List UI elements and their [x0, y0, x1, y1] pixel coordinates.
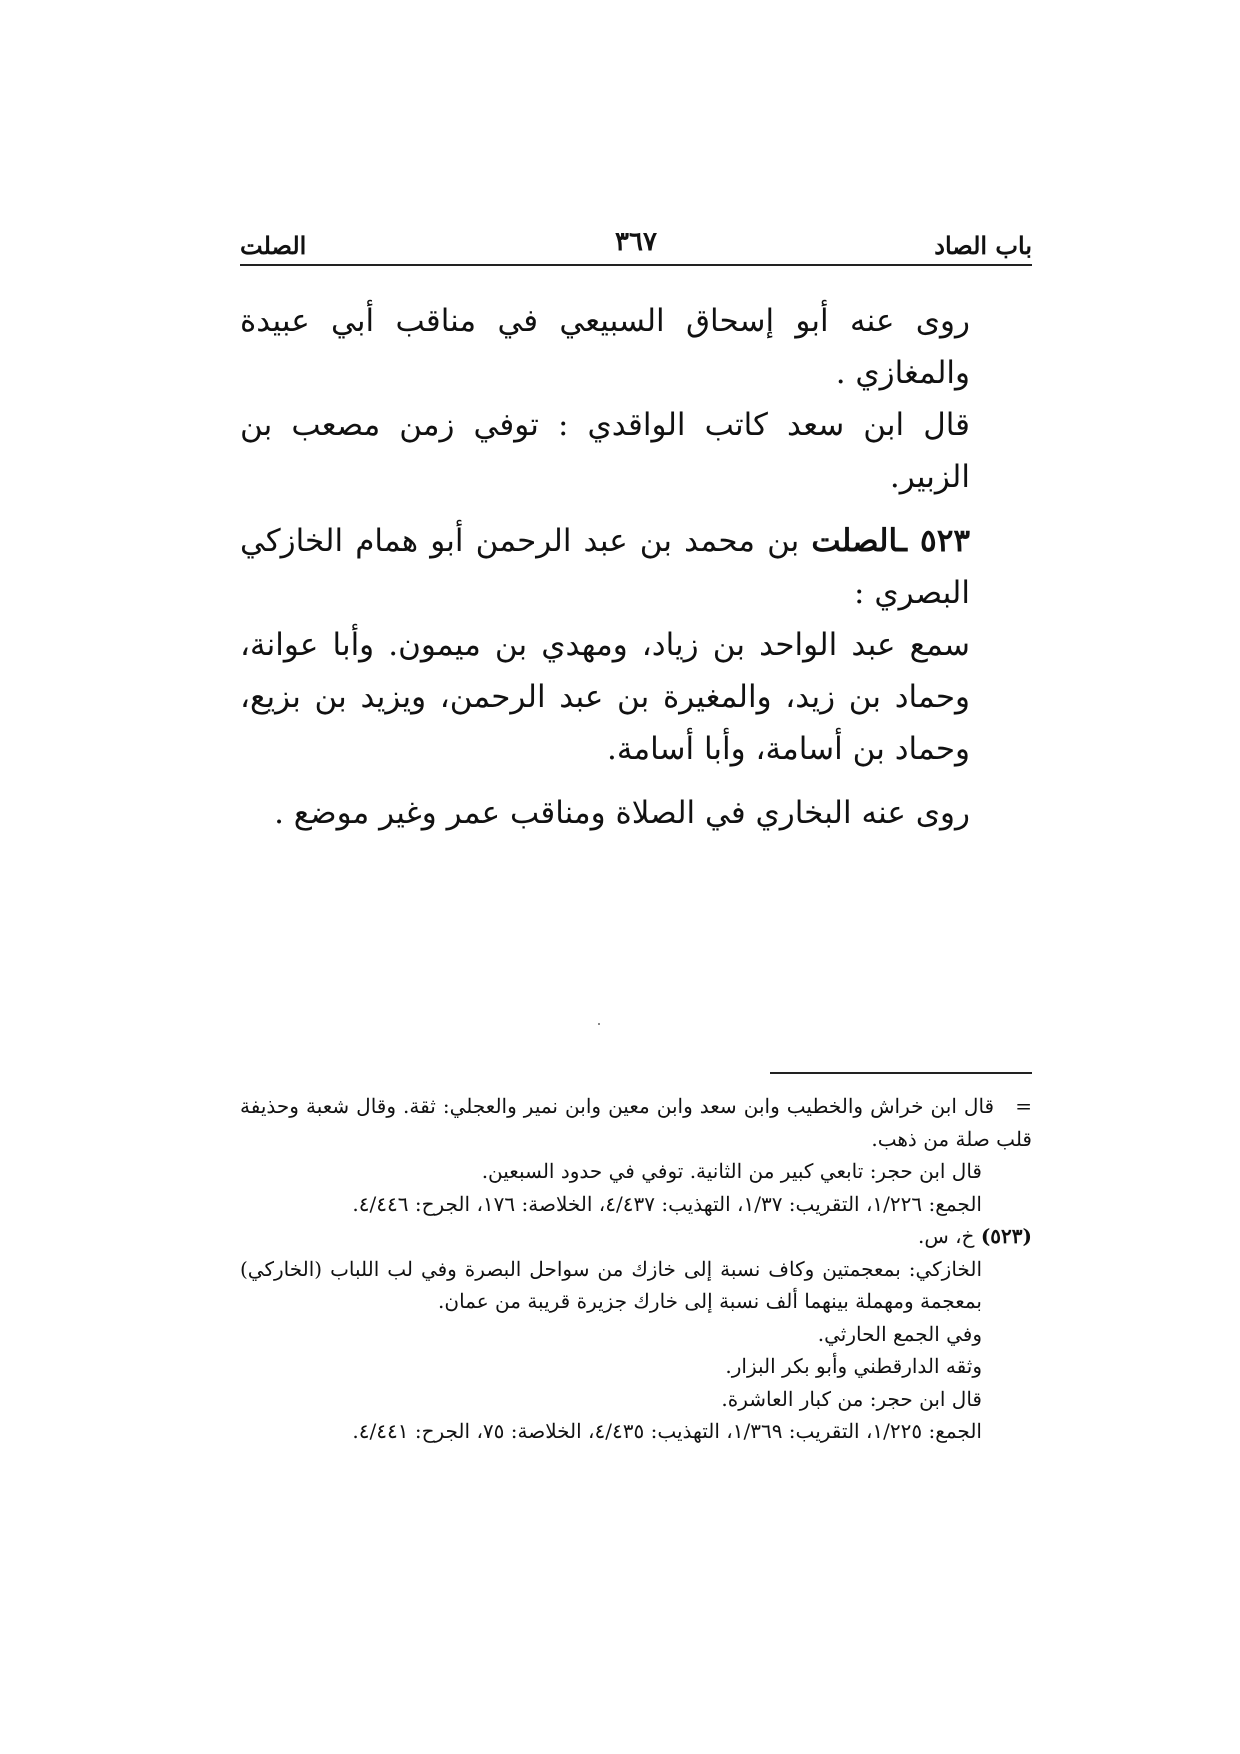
continuation-marker: =	[1015, 1094, 1032, 1118]
header-rule	[240, 264, 1032, 266]
footnote-line: الخازكي: بمعجمتين وكاف نسبة إلى خازك من سواحل البصرة وفي لب اللباب (الخاركي) بمعجمة ومهملة بينهما ألف نسبة إلى خارك جزيرة قريبة من عمان.	[240, 1256, 982, 1313]
footnote-continuation	[240, 1090, 1032, 1155]
footnote-line: قال ابن حجر: من كبار العاشرة.	[721, 1386, 982, 1411]
paragraph-narrators: روى عنه البخاري في الصلاة ومناقب عمر وغير موضع .	[274, 795, 970, 831]
paragraph-teachers: سمع عبد الواحد بن زياد، ومهدي بن ميمون. وأبا عوانة، وحماد بن زيد، والمغيرة بن عبد الرحمن، ويزيد بن بزيع، وحماد بن أسامة، وأبا أسامة.	[240, 627, 970, 767]
chapter-title: باب الصاد	[934, 231, 1032, 260]
footnote-line: وفي الجمع الحارثي.	[817, 1321, 982, 1346]
footnote-rule	[770, 1072, 1032, 1074]
section-title: الصلت	[240, 231, 307, 260]
running-header	[240, 225, 1032, 265]
footnote-line: وثقه الدارقطني وأبو بكر البزار.	[725, 1354, 982, 1378]
footnote-text: قال ابن خراش والخطيب وابن سعد وابن معين وابن نمير والعجلي: ثقة. وقال شعبة وحذيفة قلب صلة من ذهب.	[240, 1094, 1032, 1151]
entry-number: ٥٢٣ ـ	[897, 523, 970, 559]
entry-heading	[240, 515, 1032, 619]
body-line-2: قال ابن سعد كاتب الواقدي : توفي زمن مصعب بن الزبير.	[240, 407, 970, 495]
footnote-523	[240, 1220, 1032, 1253]
footnote-line: الجمع: ١/٢٢٥، التقريب: ١/٣٦٩، التهذيب: ٤/٤٣٥، الخلاصة: ٧٥، الجرح: ٤/٤٤١.	[352, 1419, 982, 1443]
page-number: ٣٦٧	[615, 227, 657, 257]
footnote-marker: (٥٢٣)	[980, 1224, 1032, 1248]
main-text	[240, 295, 1032, 839]
body-line-1: روى عنه أبو إسحاق السبيعي في مناقب أبي عبيدة والمغازي .	[240, 303, 970, 391]
entry-name: الصلت	[811, 523, 898, 559]
footnote-sigla: خ، س.	[917, 1224, 975, 1248]
entry-lineage: بن محمد بن عبد الرحمن أبو همام الخازكي البصري :	[240, 523, 970, 611]
footnote-line: الجمع: ١/٢٢٦، التقريب: ١/٣٧، التهذيب: ٤/٤٣٧، الخلاصة: ١٧٦، الجرح: ٤/٤٤٦.	[352, 1191, 982, 1216]
footnotes	[240, 1090, 1032, 1448]
footnote-line: قال ابن حجر: تابعي كبير من الثانية. توفي في حدود السبعين.	[481, 1159, 982, 1183]
scan-speck	[598, 1023, 600, 1025]
